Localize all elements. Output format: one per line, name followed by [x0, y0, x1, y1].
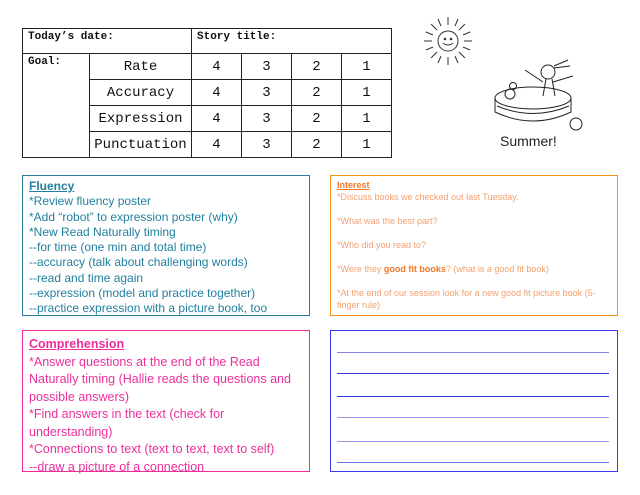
score-cell[interactable]: 2 — [291, 132, 341, 158]
girl-in-pool-illustration — [488, 58, 588, 133]
comprehension-title: Comprehension — [29, 337, 125, 351]
score-cell[interactable]: 4 — [192, 80, 242, 106]
writing-line — [337, 373, 609, 374]
interest-box — [330, 175, 618, 316]
score-cell[interactable]: 3 — [241, 54, 291, 80]
score-cell[interactable]: 1 — [341, 132, 391, 158]
interest-item: *Who did you read to? — [337, 240, 427, 250]
fluency-box — [22, 175, 310, 316]
fluency-rubric-table — [22, 28, 392, 158]
fluency-item: --accuracy (talk about challenging words) — [29, 255, 248, 270]
summer-caption: Summer! — [500, 133, 557, 149]
score-cell[interactable]: 4 — [192, 106, 242, 132]
interest-text: ? (what is a good fit book) — [445, 264, 549, 274]
rubric-row-label: Rate — [90, 54, 192, 80]
fluency-item: *Add “robot” to expression poster (why) — [29, 209, 238, 224]
writing-line — [337, 417, 609, 418]
score-cell[interactable]: 2 — [291, 106, 341, 132]
rubric-row-label: Expression — [90, 106, 192, 132]
interest-text: *Were they — [337, 264, 384, 274]
fluency-item: *Review fluency poster — [29, 194, 152, 209]
score-cell[interactable]: 1 — [341, 54, 391, 80]
score-cell[interactable]: 3 — [241, 106, 291, 132]
fluency-item: --expression (model and practice together) — [29, 286, 256, 301]
interest-item — [337, 263, 611, 275]
fluency-item: --read and time again — [29, 270, 144, 285]
comprehension-box — [22, 330, 310, 472]
score-cell[interactable]: 2 — [291, 54, 341, 80]
score-cell[interactable]: 3 — [241, 132, 291, 158]
story-title-field[interactable]: Story title: — [192, 29, 392, 54]
fluency-item: --for time (one min and total time) — [29, 240, 207, 255]
comprehension-item: *Connections to text (text to text, text to self) — [29, 442, 275, 456]
todays-date-field[interactable]: Today’s date: — [23, 29, 192, 54]
interest-title: Interest — [337, 180, 370, 190]
score-cell[interactable]: 4 — [192, 54, 242, 80]
score-cell[interactable]: 2 — [291, 80, 341, 106]
writing-line — [337, 462, 609, 463]
goal-field[interactable]: Goal: — [23, 54, 90, 158]
interest-item: *What was the best part? — [337, 216, 438, 226]
interest-bold-text: good fit books — [383, 264, 446, 274]
fluency-title: Fluency — [29, 179, 75, 193]
interest-item: *At the end of our session look for a new good fit picture book (5-finger rule) — [337, 288, 596, 310]
score-cell[interactable]: 3 — [241, 80, 291, 106]
fluency-item: --practice expression with a picture book, too — [29, 301, 268, 316]
comprehension-item: --draw a picture of a connection — [29, 459, 205, 474]
comprehension-item: *Find answers in the text (check for understanding) — [29, 407, 225, 439]
writing-line — [337, 396, 609, 397]
score-cell[interactable]: 4 — [192, 132, 242, 158]
rubric-row-label: Accuracy — [90, 80, 192, 106]
notes-box[interactable] — [330, 330, 618, 472]
score-cell[interactable]: 1 — [341, 106, 391, 132]
sun-icon — [418, 14, 478, 68]
writing-line — [337, 441, 609, 442]
writing-line — [337, 352, 609, 353]
comprehension-item: *Answer questions at the end of the Read Naturally timing (Hallie reads the questions and possible answers) — [29, 354, 291, 404]
fluency-item: *New Read Naturally timing — [29, 224, 176, 239]
interest-item: *Discuss books we checked out last Tuesday. — [337, 192, 519, 202]
score-cell[interactable]: 1 — [341, 80, 391, 106]
rubric-row-label: Punctuation — [90, 132, 192, 158]
